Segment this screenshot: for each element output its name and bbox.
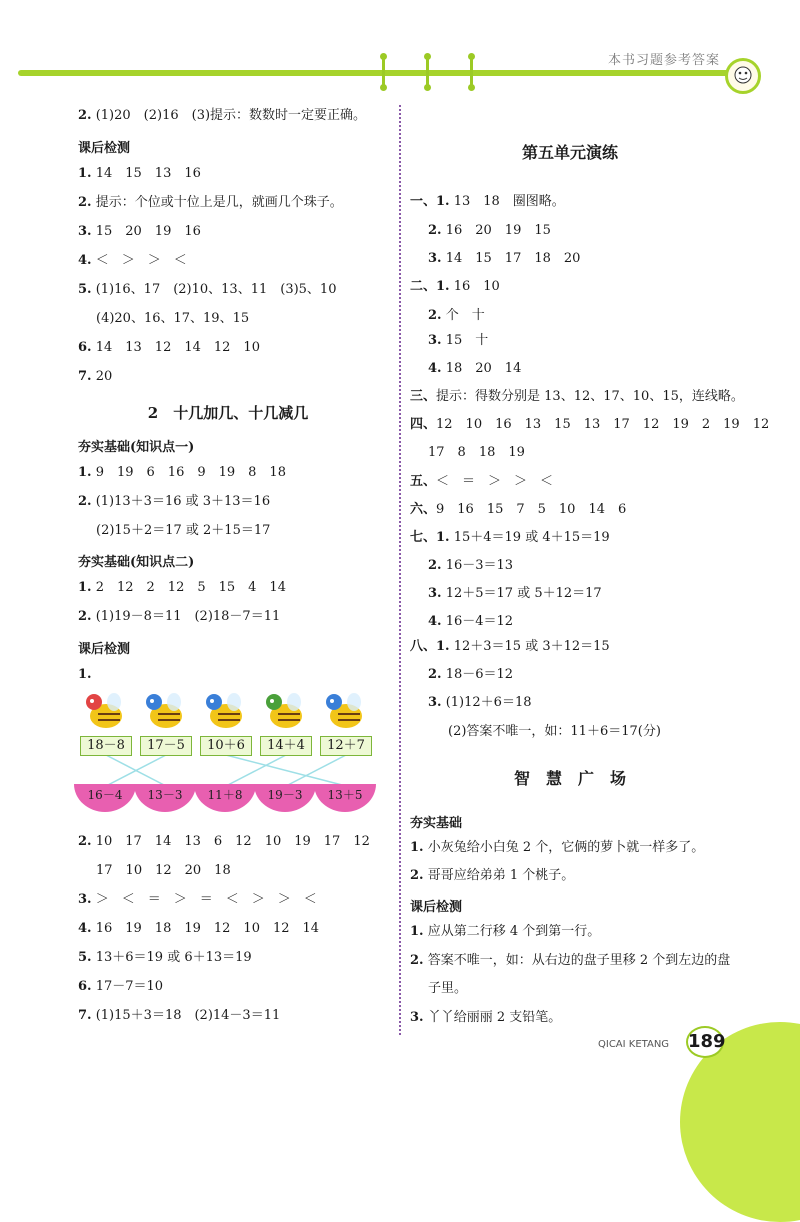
answer-line: 3. 14 15 17 18 20 <box>428 251 581 266</box>
answer-line: 六、9 16 15 7 5 10 14 6 <box>410 502 627 517</box>
binder-clip-icon <box>468 53 475 91</box>
answer-line: 5. (1)16、17 (2)10、13、11 (3)5、10 <box>78 282 337 297</box>
answer-line: 3. (1)12＋6＝18 <box>428 695 532 710</box>
answer-line: 7. (1)15＋3＝18 (2)14－3＝11 <box>78 1008 281 1023</box>
answer-line: 2. 16－3＝13 <box>428 558 514 573</box>
answer-line: (2)15＋2＝17 或 2＋15＝17 <box>96 523 271 538</box>
answer-line: 2. (1)19－8＝11 (2)18－7＝11 <box>78 609 281 624</box>
answer-line: 6. 14 13 12 14 12 10 <box>78 340 260 355</box>
bee-icon <box>200 688 248 736</box>
answer-line: 2. 个 十 <box>428 308 485 323</box>
page-number: 189 <box>686 1026 724 1058</box>
answer-line: 一、1. 13 18 圈图略。 <box>410 194 565 209</box>
answer-line: 四、12 10 16 13 15 13 17 12 19 2 19 12 <box>410 417 770 432</box>
answer-line: 3. 15 十 <box>428 333 489 348</box>
answer-line: 4. ＜ ＞ ＞ ＜ <box>78 253 187 268</box>
answer-line: 6. 17－7＝10 <box>78 979 164 994</box>
section-heading: 课后检测 <box>410 900 463 915</box>
section-title: 智 慧 广 场 <box>513 769 626 788</box>
answer-line: 1. <box>78 667 92 682</box>
section-title: 第五单元演练 <box>521 143 618 162</box>
answer-line: 3. 丫丫给丽丽 2 支铅笔。 <box>410 1010 562 1025</box>
answer-line: 七、1. 15＋4＝19 或 4＋15＝19 <box>410 530 610 545</box>
answer-line: 3. 15 20 19 16 <box>78 224 201 239</box>
answer-line: 2. 哥哥应给弟弟 1 个桃子。 <box>410 868 575 883</box>
expression-card: 18－8 <box>80 736 132 756</box>
header-label: 本书习题参考答案 <box>608 53 721 68</box>
answer-line: 4. 16 19 18 19 12 10 12 14 <box>78 921 320 936</box>
section-heading: 课后检测 <box>78 642 131 657</box>
answer-line: 1. 9 19 6 16 9 19 8 18 <box>78 465 286 480</box>
answer-line: 子里。 <box>428 981 468 996</box>
expression-card: 14＋4 <box>260 736 312 756</box>
bee-icon <box>260 688 308 736</box>
answer-line: 2. 16 20 19 15 <box>428 223 551 238</box>
answer-line: 2. (1)13＋3＝16 或 3＋13＝16 <box>78 494 271 509</box>
expression-card: 10＋6 <box>200 736 252 756</box>
answer-line: 三、提示：得数分别是 13、12、17、10、15，连线略。 <box>410 389 744 404</box>
fan-expression: 13－3 <box>147 788 183 802</box>
section-heading: 课后检测 <box>78 141 131 156</box>
answer-line: 3. ＞ ＜ ＝ ＞ ＝ ＜ ＞ ＞ ＜ <box>78 892 317 907</box>
answer-line: 1. 应从第二行移 4 个到第一行。 <box>410 924 601 939</box>
answer-line: 17 8 18 19 <box>428 445 525 460</box>
answer-line: 1. 小灰兔给小白兔 2 个，它俩的萝卜就一样多了。 <box>410 840 705 855</box>
answer-line: (2)答案不唯一，如：11＋6＝17(分) <box>448 724 661 739</box>
bee-icon <box>80 688 128 736</box>
answer-line: 五、＜ ＝ ＞ ＞ ＜ <box>410 474 554 489</box>
section-heading: 夯实基础 <box>410 816 463 831</box>
fan-expression: 16－4 <box>87 788 123 802</box>
bee-icon <box>320 688 368 736</box>
answer-line: 17 10 12 20 18 <box>96 863 231 878</box>
section-title: 2 十几加几、十几减几 <box>147 404 309 422</box>
fan-expression: 19－3 <box>267 788 303 802</box>
fan-expression: 11＋8 <box>207 788 243 802</box>
expression-card: 17－5 <box>140 736 192 756</box>
answer-line: 1. 14 15 13 16 <box>78 166 201 181</box>
header-bar <box>18 70 738 76</box>
answer-line: (4)20、16、17、19、15 <box>96 311 250 326</box>
answer-line: 八、1. 12＋3＝15 或 3＋12＝15 <box>410 639 610 654</box>
expression-card: 12＋7 <box>320 736 372 756</box>
answer-line: 2. (1)20 (2)16 (3)提示：数数时一定要正确。 <box>78 108 367 123</box>
answer-line: 2. 18－6＝12 <box>428 667 514 682</box>
column-divider <box>399 105 401 1035</box>
mascot-icon <box>725 58 761 94</box>
answer-line: 1. 2 12 2 12 5 15 4 14 <box>78 580 286 595</box>
answer-line: 2. 10 17 14 13 6 12 10 19 17 12 <box>78 834 370 849</box>
answer-line: 5. 13＋6＝19 或 6＋13＝19 <box>78 950 252 965</box>
bee-icon <box>140 688 188 736</box>
binder-clip-icon <box>424 53 431 91</box>
answer-line: 2. 答案不唯一，如：从右边的盘子里移 2 个到左边的盘 <box>410 953 731 968</box>
answer-line: 4. 18 20 14 <box>428 361 522 376</box>
brand-label: QICAI KETANG <box>598 1039 670 1050</box>
section-heading: 夯实基础(知识点一) <box>78 440 195 455</box>
binder-clip-icon <box>380 53 387 91</box>
answer-line: 3. 12＋5＝17 或 5＋12＝17 <box>428 586 602 601</box>
section-heading: 夯实基础(知识点二) <box>78 555 195 570</box>
answer-line: 4. 16－4＝12 <box>428 614 514 629</box>
fan-expression: 13＋5 <box>327 788 363 802</box>
answer-line: 二、1. 16 10 <box>410 279 500 294</box>
answer-line: 2. 提示：个位或十位上是几，就画几个珠子。 <box>78 195 343 210</box>
matching-illustration <box>72 688 392 818</box>
answer-line: 7. 20 <box>78 369 113 384</box>
